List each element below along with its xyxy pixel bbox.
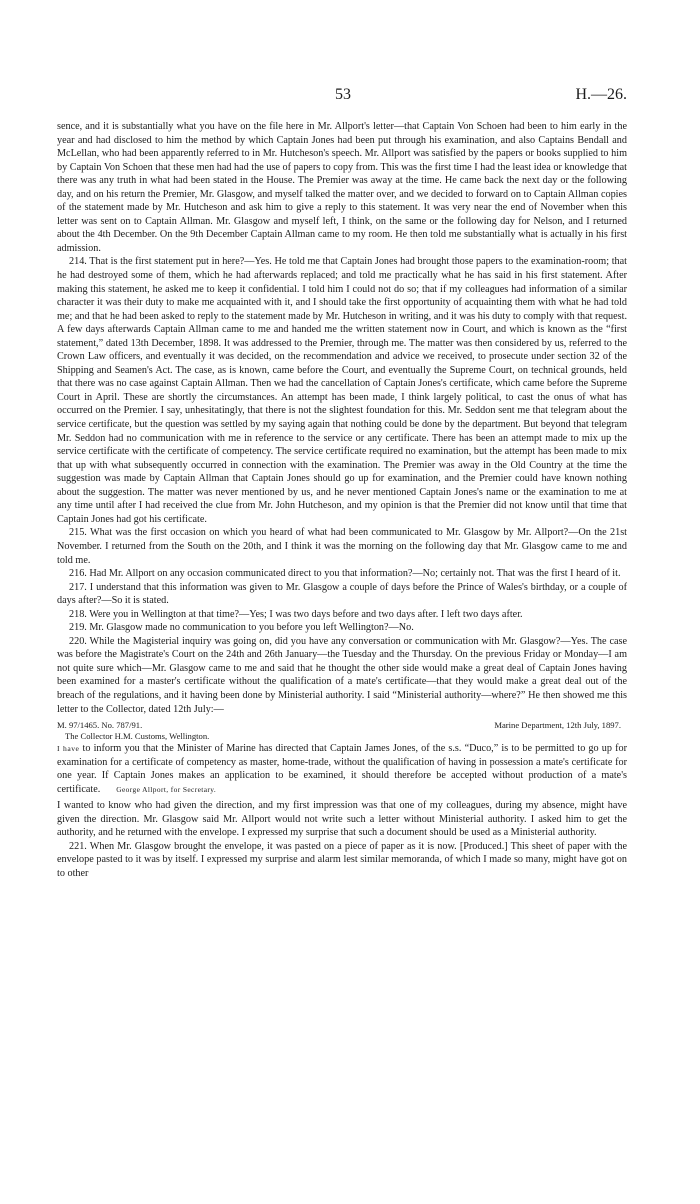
paragraph: sence, and it is substantially what you have on the file here in Mr. Allport's letter—that Captain Von Schoen had been to him early in the year and had disclosed to him the method by which Captain Jones had been put through his examination, and also Captains Bendall and McLellan, who had been apparently referred to in Mr. Hutcheson's speech. Mr. Allport was satisfied by the papers or books supplied to him by Captain Von Schoen that these men had had the use of papers to copy from. This was the first time I had the least idea or knowledge that there was any truth in what had been stated in the House. The Premier was away at the time. He came back the next day or the following day, and on his return the Premier, Mr. Glasgow, and myself talked the matter over, and we decided to forward on to Captain Allman copies of the statement made by Mr. Hutcheson and ask him to give a reply to this statement. It was very near the end of November when this letter was sent on to Captain Allman. Mr. Glasgow and myself left, I think, on the same or the following day for Nelson, and I returned about the 4th December. On the 9th December Captain Allman came to my room. He then told me substantially what is actually in his first admission. — [57, 121, 627, 254]
paragraph: 218. Were you in Wellington at that time?—Yes; I was two days before and two days after. I left two days after. — [69, 608, 523, 620]
paragraph: 215. What was the first occasion on which you heard of what had been communicated to Mr. Glasgow by Mr. Allport?—On the 21st November. I returned from the South on the 20th, and I think it was the morning on the following day that Mr. Glasgow came to me and told me. — [57, 527, 627, 566]
page-number: 53 — [335, 86, 351, 103]
paragraph: 214. That is the first statement put in here?—Yes. He told me that Captain Jones had brought those papers to the examination-room; that he had destroyed some of them, which he had afterwards replaced; and told me practically what he has said in his first statement. After making this statement, he asked me to keep it confidential. I told him I could not do so; that if my colleagues had information of a similar character it was their duty to make me acquainted with it, and I should take the first opportunity of acquainting them with what he had told me; and that he had been asked to reply to the statement made by Mr. Hutcheson in writing, and it was his duty to comply with that request. A few days afterwards Captain Allman came to me and handed me the written statement now in Court, and which is known as the “first statement,” dated 13th December, 1898. It was addressed to the Premier, through me. The matter was then considered by us, referred to the Crown Law officers, and eventually it was decided, on the recommendation and advice we received, to prosecute under section 32 of the Shipping and Seamen's Act. The case, as is known, came before the Court, and eventually the Supreme Court, on technical grounds, held that there was no case against Captain Allman. Then we had the cancellation of Captain Jones's certificate, which came before the Supreme Court in April. These are shortly the circumstances. An attempt has been made, I think largely political, to cast the onus of what has occurred on the Premier. I say, unhesitatingly, that there is not the slightest foundation for this. Mr. Seddon sent me that telegram about the service certificate, but the question was settled by my saying again that nothing could be done by the department. But beyond that telegram Mr. Seddon had no communication with me in reference to the service or any certificate. There has been an attempt made to mix up the service certificate with the certificate of competency. The service certificate required no examination, but the attempt has been made to mix that up with what subsequently occurred in connection with the examination. The Premier was away in the Old Country at the time the suggestion was made by Captain Allman that Captain Jones should go up for examination, and the Premier could have known nothing about the suggestion. The matter was never mentioned by us, and he never mentioned Captain Jones's name or the examination to me at any time until after I had received the clue from Mr. John Hutcheson, and my opinion is that the Premier did not know until that time that Captain Jones had got his certificate. — [57, 256, 627, 525]
memo-signature: George Allport, for Secretary. — [116, 784, 217, 794]
page-header — [57, 86, 627, 112]
paragraph: 221. When Mr. Glasgow brought the envelope, it was pasted on a piece of paper as it is now. [Produced.] This sheet of paper with the envelope pasted to it was by itself. I expressed my surprise and alarm lest similar memoranda, of which I made so many, might have got on to other — [57, 840, 627, 879]
memo-body — [57, 742, 627, 796]
main-text — [57, 120, 627, 881]
paper-reference: H.—26. — [575, 86, 627, 103]
quoted-memo — [57, 719, 627, 796]
memo-recipient: The Collector H.M. Customs, Wellington. — [65, 731, 210, 742]
memo-date: Marine Department, 12th July, 1897. — [494, 720, 621, 731]
page-body — [57, 86, 627, 881]
memo-reference: M. 97/1465. No. 787/91. — [57, 720, 143, 731]
memo-text: to inform you that the Minister of Marine has directed that Captain James Jones, of the s.s. “Duco,” is to be permitted to go up for examination for a certificate of competency as master, home-trade, without the qualification of having in possession a mate's certificate for one year. If Captain Jones makes an application to be examined, it should therefore be accepted without production of a mate's certificate. — [57, 743, 627, 795]
memo-header — [57, 719, 627, 731]
paragraph: 216. Had Mr. Allport on any occasion communicated direct to you that information?—No; certainly not. That was the first I heard of it. — [69, 568, 621, 580]
paragraph: I wanted to know who had given the direction, and my first impression was that one of my colleagues, during my absence, might have given the direction. Mr. Glasgow said Mr. Allport would not write such a letter without Ministerial authority. I asked him to get the authority, and he returned with the envelope. I expressed my surprise that such a document should be used as a Ministerial authority. — [57, 800, 627, 839]
memo-lead: I have — [57, 744, 80, 754]
paragraph: 220. While the Magisterial inquiry was going on, did you have any conversation or communication with Mr. Glasgow?—Yes. The case was before the Magistrate's Court on the 24th and 26th January—the Tuesday and the Thursday. On the previous Friday or Monday—I am not quite sure which—Mr. Glasgow came to me and said that he thought the other side would make a great deal of Captain Jones having been examined for a master's certificate without the qualification of a mate's certificate—that they would make a great deal out of the breach of the regulations, and it having been done by Ministerial authority. I said “Ministerial authority—where?” He then showed me this letter to the Collector, dated 12th July:— — [57, 635, 627, 715]
paragraph: 217. I understand that this information was given to Mr. Glasgow a couple of days before the Prince of Wales's birthday, or a couple of days after?—So it is stated. — [57, 581, 627, 607]
paragraph: 219. Mr. Glasgow made no communication to you before you left Wellington?—No. — [69, 622, 414, 634]
